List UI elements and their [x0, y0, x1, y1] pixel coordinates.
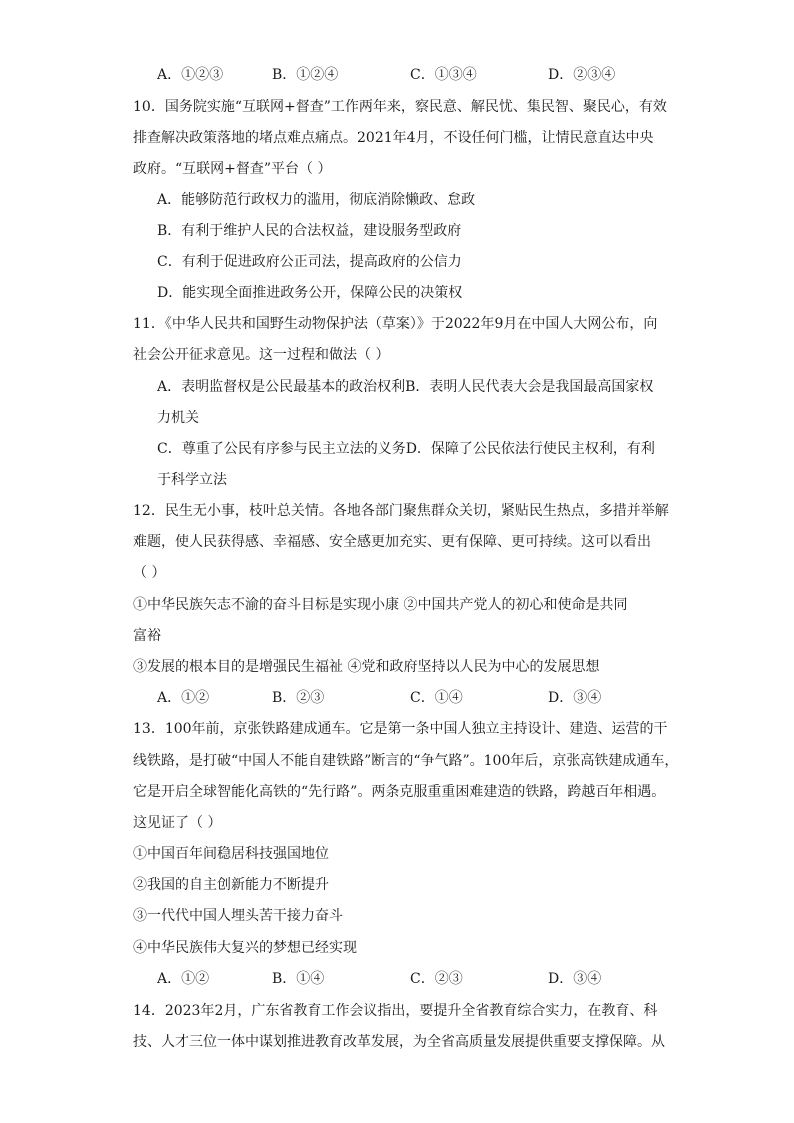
- q13-statement-4: ④中华民族伟大复兴的梦想已经实现: [133, 940, 357, 956]
- q13-option-b: B．①④: [272, 971, 325, 987]
- q14-stem-line-1: 14．2023年2月，广东省教育工作会议指出，要提升全省教育综合实力，在教育、科: [133, 1003, 658, 1019]
- q12-statement-line-2: 富裕: [133, 628, 161, 644]
- q13-option-a: A．①②: [157, 971, 210, 987]
- q11-options-line-4: 于科学立法: [157, 472, 227, 488]
- q10-option-a: A．能够防范行政权力的滥用，彻底消除懒政、怠政: [157, 192, 476, 208]
- q12-stem-line-1: 12．民生无小事，枝叶总关情。各地各部门聚焦群众关切，紧贴民生热点，多措并举解: [133, 503, 669, 519]
- q11-options-line-2: 力机关: [157, 410, 199, 426]
- q13-option-d: D．③④: [548, 971, 602, 987]
- q12-stem-line-2: 难题，使人民获得感、幸福感、安全感更加充实、更有保障、更可持续。这可以看出: [133, 534, 651, 550]
- q12-statement-line-1: ①中华民族矢志不渝的奋斗目标是实现小康 ②中国共产党人的初心和使命是共同: [133, 597, 628, 613]
- q13-stem-line-4: 这见证了（ ）: [133, 815, 222, 831]
- q9-option-a: A．①②③: [157, 67, 224, 83]
- q12-statement-line-3: ③发展的根本目的是增强民生福祉 ④党和政府坚持以人民为中心的发展思想: [133, 659, 600, 675]
- q12-option-c: C．①④: [410, 690, 463, 706]
- q10-stem-line-2: 排查解决政策落地的堵点难点痛点。2021年4月，不设任何门槛，让情民意直达中央: [133, 130, 654, 146]
- q11-options-line-3: C．尊重了公民有序参与民主立法的义务D．保障了公民依法行使民主权利，有利: [157, 441, 655, 457]
- q13-statement-3: ③一代代中国人埋头苦干接力奋斗: [133, 908, 343, 924]
- q9-option-b: B．①②④: [272, 67, 339, 83]
- q10-stem-line-3: 政府。“互联网+督查”平台（ ）: [133, 161, 332, 177]
- q12-option-a: A．①②: [157, 690, 210, 706]
- q13-stem-line-3: 它是开启全球智能化高铁的“先行路”。两条克服重重困难建造的铁路，跨越百年相遇。: [133, 784, 666, 800]
- q10-option-b: B．有利于维护人民的合法权益，建设服务型政府: [157, 223, 462, 239]
- q10-option-d: D．能实现全面推进政务公开，保障公民的决策权: [157, 285, 463, 301]
- q11-stem-line-2: 社会公开征求意见。这一过程和做法（ ）: [133, 347, 390, 363]
- q13-option-c: C．②③: [410, 971, 463, 987]
- q11-stem-line-1: 11．《中华人民共和国野生动物保护法（草案）》于2022年9月在中国人大网公布，向: [133, 316, 658, 332]
- q12-option-d: D．③④: [548, 690, 602, 706]
- q13-statement-1: ①中国百年间稳居科技强国地位: [133, 846, 329, 862]
- q9-option-d: D．②③④: [548, 67, 616, 83]
- q12-stem-line-3: （ ）: [133, 565, 166, 581]
- q13-statement-2: ②我国的自主创新能力不断提升: [133, 877, 329, 893]
- q13-stem-line-1: 13．100年前，京张铁路建成通车。它是第一条中国人独立主持设计、建造、运营的干: [133, 721, 668, 737]
- q13-stem-line-2: 线铁路，是打破“中国人不能自建铁路”断言的“争气路”。100年后，京张高铁建成通车，: [133, 753, 679, 769]
- q14-stem-line-2: 技、人才三位一体中谋划推进教育改革发展，为全省高质量发展提供重要支撑保障。从: [133, 1034, 665, 1050]
- q9-option-c: C．①③④: [410, 67, 477, 83]
- q10-option-c: C．有利于促进政府公正司法，提高政府的公信力: [157, 254, 462, 270]
- q10-stem-line-1: 10．国务院实施“互联网+督查”工作两年来，察民意、解民忧、集民智、聚民心，有效: [133, 99, 667, 115]
- q11-options-line-1: A．表明监督权是公民最基本的政治权利B．表明人民代表大会是我国最高国家权: [157, 379, 654, 395]
- q12-option-b: B．②③: [272, 690, 325, 706]
